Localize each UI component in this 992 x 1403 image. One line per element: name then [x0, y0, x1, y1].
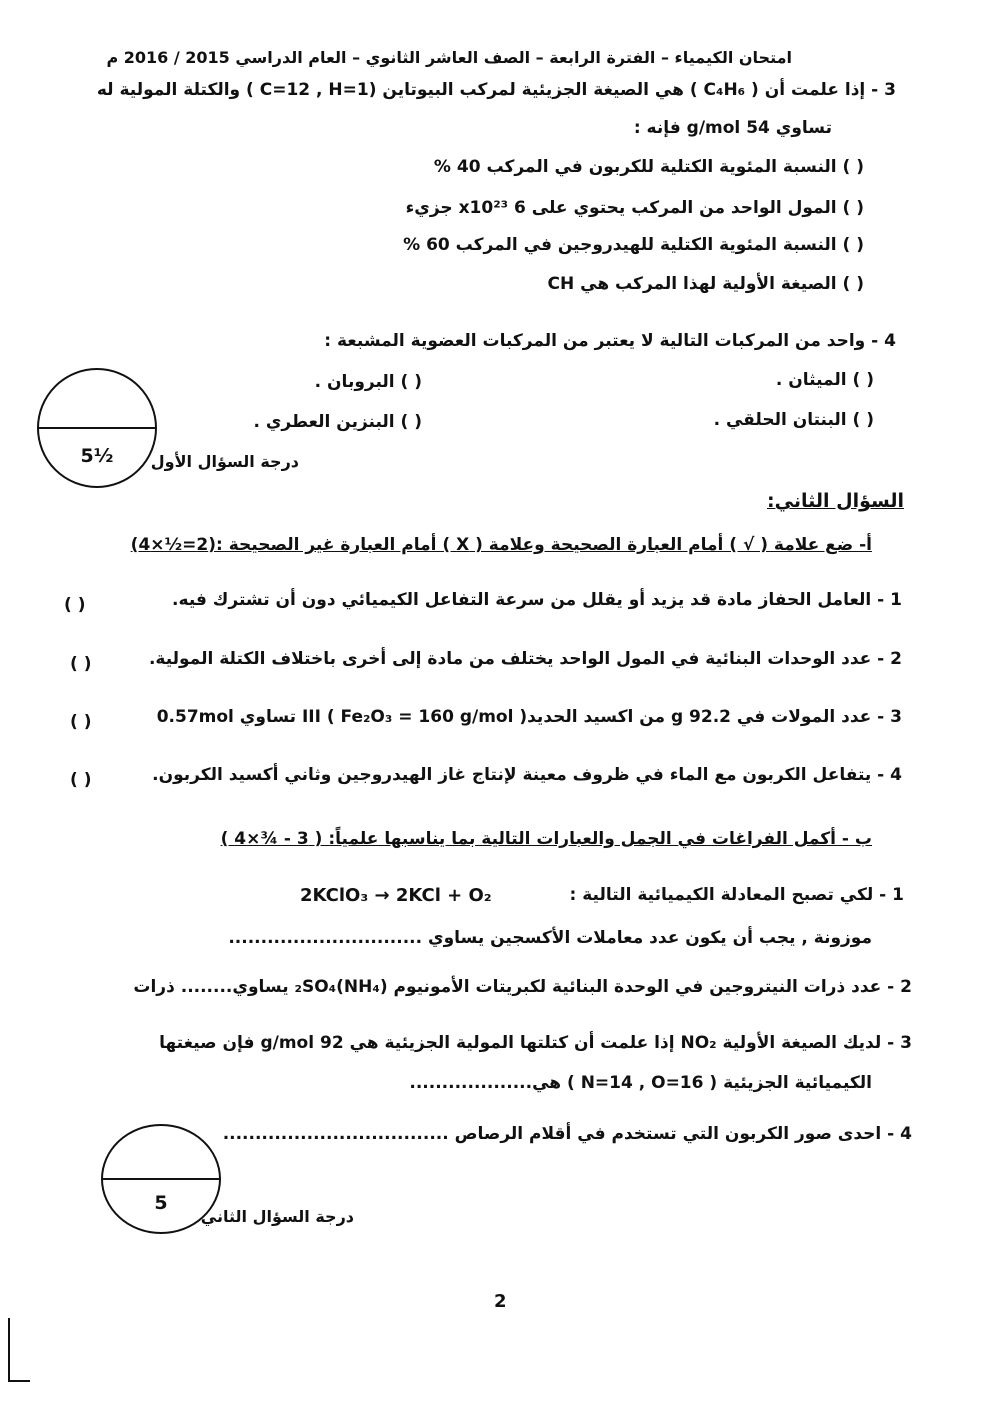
q2-part-a-answer-box-2[interactable]: ( ) [70, 654, 92, 674]
q1-item4-number: 4 - [871, 331, 896, 351]
q2-part-b-item-2[interactable]: 2 - عدد ذرات النيتروجين في الوحدة البنائية لكبريتات الأمونيوم (NH₄)₂SO₄ يساوي........ ذرات [133, 977, 912, 997]
q1-item4-option-3[interactable]: ( ) البنتان الحلقي . [713, 410, 874, 430]
q2-part-a-item-2: 2 - عدد الوحدات البنائية في المول الواحد يختلف من مادة إلى أخرى باختلاف الكتلة المولية. [148, 649, 902, 669]
q1-item3-option-3[interactable]: ( ) النسبة المئوية الكتلية للهيدروجين في المركب 60 % [403, 235, 864, 255]
q1-item3-text: إذا علمت أن ( C₄H₆ ) هي الصيغة الجزيئية لمركب البيوتاين (C=12 , H=1 ) والكتلة المولية له [96, 80, 866, 100]
page-header-title: امتحان الكيمياء – الفترة الرابعة – الصف العاشر الثانوي – العام الدراسي 2015 / 2016 م [106, 48, 792, 67]
q2-part-a-answer-box-1[interactable]: ( ) [64, 595, 86, 615]
q1-grade-label: درجة السؤال الأول [150, 452, 299, 471]
q2-grade-value: 5 [154, 1192, 168, 1214]
corner-mark-horizontal [8, 1380, 30, 1382]
q2-part-b-item-3-line2[interactable]: الكيميائية الجزيئية ( N=14 , O=16 ) هي................... [409, 1073, 872, 1093]
q1-item3-line2: تساوي 54 g/mol فإنه : [633, 118, 832, 138]
q1-item3-option-2[interactable]: ( ) المول الواحد من المركب يحتوي على 6 x10²³ جزيء [405, 198, 864, 218]
q1-grade-divider [39, 427, 155, 429]
q1-grade-circle [37, 368, 157, 488]
q2-part-a-answer-box-3[interactable]: ( ) [70, 712, 92, 732]
q2-grade-divider [103, 1178, 219, 1180]
q2-part-a-heading: أ- ضع علامة ( √ ) أمام العبارة الصحيحة وعلامة ( X ) أمام العبارة غير الصحيحة :(2=½×4) [130, 535, 872, 555]
q2-title: السؤال الثاني: [767, 490, 904, 512]
q2-part-b-heading: ب - أكمل الفراغات في الجمل والعبارات التالية بما يناسبها علمياً: ( 3 - ¾×4 ) [220, 829, 872, 849]
q1-item4-option-2[interactable]: ( ) البروبان . [314, 372, 422, 392]
corner-mark-vertical [8, 1318, 10, 1382]
q2-part-b-item-3-line1: 3 - لديك الصيغة الأولية NO₂ إذا علمت أن كتلتها المولية الجزيئية هي 92 g/mol فإن صيغتها [159, 1033, 912, 1053]
q1-item3-number: 3 - [871, 80, 896, 100]
page-number: 2 [494, 1291, 507, 1312]
q1-grade-value: 5½ [80, 445, 114, 467]
q2-part-b-item-1-line2[interactable]: موزونة , يجب أن يكون عدد معاملات الأكسجين يساوي .............................. [228, 928, 872, 948]
q2-grade-label: درجة السؤال الثاني [200, 1207, 354, 1226]
q2-part-a-item-4: 4 - يتفاعل الكربون مع الماء في ظروف معينة لإنتاج غاز الهيدروجين وثاني أكسيد الكربون. [152, 765, 902, 785]
q1-item3-option-4[interactable]: ( ) الصيغة الأولية لهذا المركب هي CH [547, 274, 864, 294]
q1-item3-option-1[interactable]: ( ) النسبة المئوية الكتلية للكربون في المركب 40 % [433, 157, 864, 177]
q1-item4-option-1[interactable]: ( ) الميثان . [775, 370, 874, 390]
q2-part-a-item-3: 3 - عدد المولات في 92.2 g من اكسيد الحديدIII ( Fe₂O₃ = 160 g/mol ) تساوي 0.57mol [156, 707, 902, 727]
q1-item3-line1 [97, 80, 896, 100]
q2-part-b-item-1-line1: 1 - لكي تصبح المعادلة الكيميائية التالية : [569, 885, 904, 905]
q2-part-b-item-4[interactable]: 4 - احدى صور الكربون التي تستخدم في أقلام الرصاص ................................... [222, 1124, 912, 1144]
q1-item4-text: واحد من المركبات التالية لا يعتبر من المركبات العضوية المشبعة : [324, 331, 866, 351]
q2-part-a-answer-box-4[interactable]: ( ) [70, 770, 92, 790]
q1-item4-line [324, 331, 896, 351]
chemical-equation: 2KClO₃ → 2KCl + O₂ [300, 885, 492, 906]
q1-item4-option-4[interactable]: ( ) البنزين العطري . [253, 412, 422, 432]
q2-part-a-item-1: 1 - العامل الحفاز مادة قد يزيد أو يقلل من سرعة التفاعل الكيميائي دون أن تشترك فيه. [172, 590, 902, 610]
